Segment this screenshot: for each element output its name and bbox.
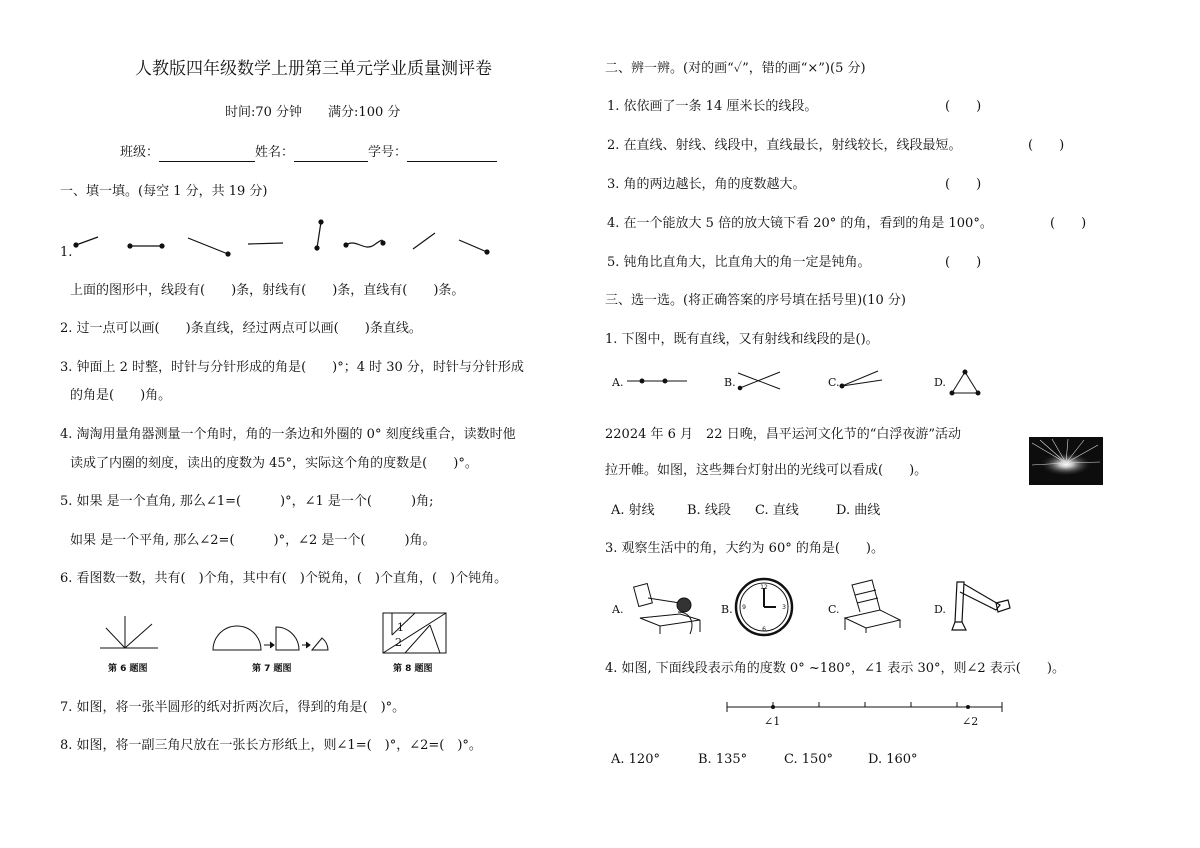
svg-text:12: 12: [760, 584, 768, 591]
s3-q1-option-d[interactable]: D.: [934, 376, 946, 389]
class-field[interactable]: [159, 147, 255, 162]
fig7-caption: 第 7 题图: [252, 664, 292, 674]
s3-q3-option-c[interactable]: C.: [828, 603, 840, 616]
s3-q4-text: 4. 如图, 下面线段表示角的度数 0° ~180°，∠1 表示 30°，则∠2 表示( )。: [605, 661, 1065, 676]
s3-q1-figure-c: [838, 368, 888, 392]
s3-q3-option-a[interactable]: A.: [612, 603, 624, 616]
section1-heading: 一、填一填。(每空 1 分，共 19 分): [60, 184, 268, 199]
fig8-triangles: [380, 610, 450, 655]
class-label: 班级：: [120, 145, 160, 160]
fig8-label-2: 2: [395, 636, 402, 649]
name-field[interactable]: [294, 147, 368, 162]
section3-heading: 三、选一选。(将正确答案的序号填在括号里)(10 分): [605, 293, 906, 308]
q3-line1: 3. 钟面上 2 时整，时针与分针形成的角是( )°；4 时 30 分，时针与分针形成: [60, 360, 524, 375]
s3-q3-option-b[interactable]: B.: [721, 603, 733, 616]
s2-item-5: 5. 钝角比直角大，比直角大的角一定是钝角。: [607, 255, 871, 270]
q5-line1: 5. 如果 是一个直角, 那么∠1=( )°，∠1 是一个( )角;: [60, 494, 434, 509]
q7-text: 7. 如图，将一张半圆形的纸对折两次后，得到的角是( )°。: [60, 700, 406, 715]
s3-q1-figure-d: [948, 368, 982, 396]
q2-text: 2. 过一点可以画( )条直线，经过两点可以画( )条直线。: [60, 321, 422, 336]
s3-q2-option-d[interactable]: D. 曲线: [836, 503, 881, 518]
s3-q2-option-a[interactable]: A. 射线: [611, 503, 655, 518]
q5-line2: 如果 是一个平角, 那么∠2=( )°，∠2 是一个( )角。: [70, 533, 436, 548]
q6-text: 6. 看图数一数，共有( )个角，其中有( )个锐角，( )个直角，( )个钝角。: [60, 571, 508, 586]
s3-q2-option-c[interactable]: C. 直线: [755, 503, 799, 518]
s3-q3-option-d[interactable]: D.: [934, 603, 946, 616]
page-title: 人教版四年级数学上册第三单元学业质量测评卷: [135, 59, 492, 79]
q4-line1: 4. 淘淘用量角器测量一个角时，角的一条边和外圈的 0° 刻度线重合，读数时他: [60, 427, 516, 442]
s2-item-1: 1. 依依画了一条 14 厘米长的线段。: [607, 99, 818, 114]
s3-q1-figure-b: [735, 370, 785, 392]
s3-q1-option-c[interactable]: C.: [828, 376, 840, 389]
name-label: 姓名：: [255, 145, 295, 160]
id-field[interactable]: [407, 147, 497, 162]
s3-q4-option-b[interactable]: B. 135°: [698, 752, 748, 767]
s2-item-1-bracket[interactable]: ( ): [945, 99, 982, 114]
q1-line-figures: [60, 215, 500, 265]
s2-item-5-bracket[interactable]: ( ): [945, 255, 982, 270]
time-info: 时间:70 分钟 满分:100 分: [225, 105, 401, 120]
q4-line2: 读成了内圈的刻度，读出的度数为 45°，实际这个角的度数是( )°。: [70, 456, 478, 471]
clock-icon: [735, 577, 795, 637]
fig8-caption: 第 8 题图: [393, 664, 433, 674]
svg-text:6: 6: [762, 626, 766, 633]
angle2-label: ∠2: [962, 715, 979, 728]
s3-q2-line1: 22024 年 6 月 22 日晚，昌平运河文化节的“白浮夜游”活动: [605, 427, 961, 442]
fig7-folding: [210, 625, 335, 655]
fig6-caption: 第 6 题图: [108, 664, 148, 674]
s3-q4-option-d[interactable]: D. 160°: [868, 752, 918, 767]
svg-text:3: 3: [782, 604, 786, 611]
q3-line2: 的角是( )角。: [70, 388, 172, 403]
legs-angle-icon: [945, 577, 1015, 635]
lounge-chair-icon: [838, 578, 906, 633]
s2-item-3-bracket[interactable]: ( ): [945, 177, 982, 192]
q8-text: 8. 如图，将一副三角尺放在一张长方形纸上，则∠1=( )°，∠2=( )°。: [60, 738, 482, 753]
fig8-label-1: 1: [397, 621, 404, 634]
s3-q1-text: 1. 下图中，既有直线，又有射线和线段的是()。: [605, 332, 879, 347]
section2-heading: 二、辨一辨。(对的画“✓”，错的画“×”)(5 分): [605, 61, 866, 76]
angle1-label: ∠1: [764, 715, 781, 728]
s3-q1-option-b[interactable]: B.: [724, 376, 736, 389]
id-label: 学号：: [368, 145, 408, 160]
s3-q3-text: 3. 观察生活中的角，大约为 60° 的角是( )。: [605, 541, 884, 556]
s3-q2-line2: 拉开帷。如图，这些舞台灯射出的光线可以看成( )。: [605, 463, 928, 478]
desk-lamp-icon: [625, 578, 705, 636]
q1-text: 上面的图形中，线段有( )条，射线有( )条，直线有( )条。: [70, 283, 465, 298]
s2-item-2-bracket[interactable]: ( ): [1028, 138, 1065, 153]
s3-q1-figure-a: [625, 375, 690, 389]
stage-light-photo: [1029, 437, 1103, 485]
s2-item-2: 2. 在直线、射线、线段中，直线最长，射线较长，线段最短。: [607, 138, 962, 153]
s3-q2-option-b[interactable]: B. 线段: [687, 503, 731, 518]
s3-q1-option-a[interactable]: A.: [612, 376, 624, 389]
fig6-angles: [95, 612, 165, 652]
q1-number: 1.: [60, 245, 73, 260]
student-info-row: [120, 144, 497, 162]
s2-item-4-bracket[interactable]: ( ): [1050, 216, 1087, 231]
s2-item-3: 3. 角的两边越长，角的度数越大。: [607, 177, 806, 192]
s3-q4-option-a[interactable]: A. 120°: [611, 752, 660, 767]
svg-text:9: 9: [742, 604, 746, 611]
s3-q4-option-c[interactable]: C. 150°: [784, 752, 834, 767]
s2-item-4: 4. 在一个能放大 5 倍的放大镜下看 20° 的角，看到的角是 100°。: [607, 216, 993, 231]
